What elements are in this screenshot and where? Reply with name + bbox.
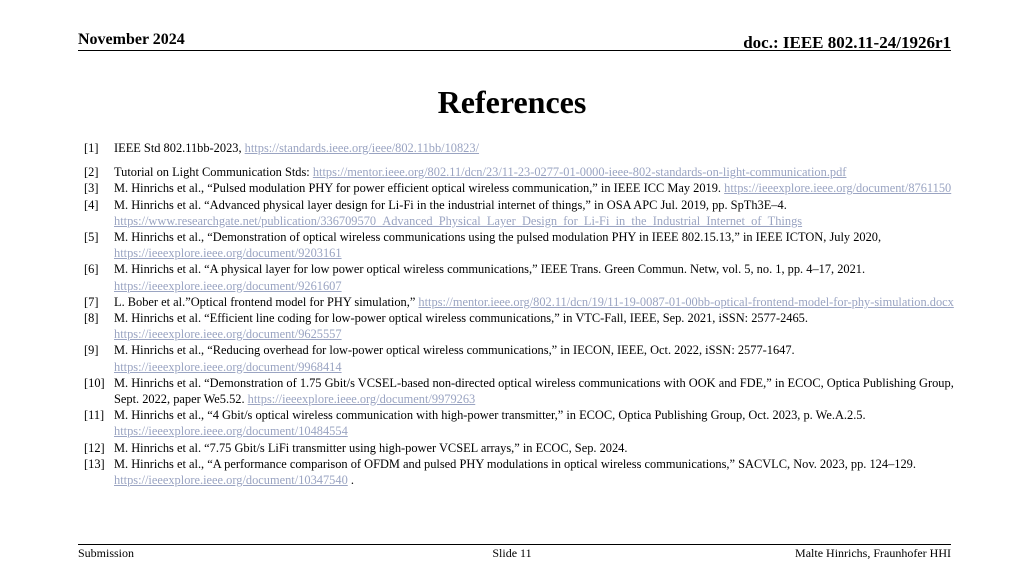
reference-item <box>84 375 974 407</box>
reference-item <box>84 180 974 196</box>
reference-number: [9] <box>84 343 99 358</box>
reference-text: L. Bober et al.”Optical frontend model for PHY simulation,” <box>114 294 419 309</box>
header-doc-id: doc.: IEEE 802.11-24/1926r1 <box>743 33 951 52</box>
reference-link[interactable]: https://mentor.ieee.org/802.11/dcn/23/11-23-0277-01-0000-ieee-802-standards-on-light-communication.pdf <box>312 165 847 180</box>
reference-item <box>84 310 974 342</box>
reference-item <box>84 197 974 229</box>
reference-item <box>84 261 974 293</box>
reference-number: [2] <box>84 165 99 180</box>
reference-number: [11] <box>84 408 105 423</box>
reference-tail: . <box>347 473 354 488</box>
reference-item <box>84 456 974 488</box>
header-divider <box>78 50 951 51</box>
footer-slide-number: Slide 11 <box>492 546 532 560</box>
footer-submission: Submission <box>78 546 135 560</box>
reference-text: M. Hinrichs et al. “Efficient line coding for low-power optical wireless communications,” in VTC-Fall, IEEE, Sep. 2021, iSSN: 2577-2465. <box>114 311 808 326</box>
reference-number: [8] <box>84 311 99 326</box>
reference-text: M. Hinrichs et al., “4 Gbit/s optical wireless communication with high-power transmitter,” in ECOC, Optica Publishing Group, Oct. 2023, p. We.A.2.5. <box>114 408 866 423</box>
reference-number: [6] <box>84 262 99 277</box>
reference-link[interactable]: https://ieeexplore.ieee.org/document/10484554 <box>114 424 348 439</box>
header-date: November 2024 <box>78 31 185 48</box>
reference-link[interactable]: https://ieeexplore.ieee.org/document/9203161 <box>114 246 342 261</box>
reference-text: M. Hinrichs et al. “Advanced physical layer design for Li-Fi in the industrial internet of things,” in OSA APC Jul. 2019, pp. SpTh3E–4. <box>114 197 787 212</box>
reference-item <box>84 164 974 180</box>
reference-text: M. Hinrichs et al. “7.75 Gbit/s LiFi transmitter using high-power VCSEL arrays,” in ECOC, Sep. 2024. <box>114 440 628 455</box>
reference-item <box>84 342 974 374</box>
footer-divider <box>78 544 951 545</box>
slide-title: References <box>437 84 587 120</box>
reference-number: [3] <box>84 181 99 196</box>
reference-link[interactable]: https://www.researchgate.net/publication/336709570_Advanced_Physical_Layer_Design_for_Li-Fi_in_the_Industrial_Internet_of_Things <box>114 213 803 228</box>
reference-item <box>84 229 974 261</box>
reference-text: M. Hinrichs et al., “Reducing overhead for low-power optical wireless communications,” in IECON, IEEE, Oct. 2022, iSSN: 2577-1647. <box>114 343 795 358</box>
reference-text: M. Hinrichs et al., “Pulsed modulation PHY for power efficient optical wireless communication,” in IEEE ICC May 2019. <box>114 181 725 196</box>
reference-number: [5] <box>84 230 99 245</box>
reference-text: M. Hinrichs et al., “Demonstration of optical wireless communications using the pulsed modulation PHY in IEEE 802.15.13,” in IEEE ICTON, July 2020, <box>114 230 882 245</box>
reference-item <box>84 294 974 310</box>
reference-link[interactable]: https://ieeexplore.ieee.org/document/9979263 <box>247 392 476 407</box>
reference-item <box>84 407 974 439</box>
reference-text: M. Hinrichs et al., “A performance comparison of OFDM and pulsed PHY modulations in optical wireless communications,” SACVLC, Nov. 2023, pp. 124–129. <box>114 456 916 471</box>
reference-number: [10] <box>84 375 105 390</box>
reference-link[interactable]: https://mentor.ieee.org/802.11/dcn/19/11-19-0087-01-00bb-optical-frontend-model-for-phy-simulation.docx <box>418 294 954 309</box>
reference-number: [1] <box>84 141 99 155</box>
reference-number: [13] <box>84 456 105 471</box>
footer-author: Malte Hinrichs, Fraunhofer HHI <box>795 546 951 560</box>
reference-number: [12] <box>84 440 105 455</box>
reference-item <box>84 140 974 156</box>
reference-link[interactable]: https://ieeexplore.ieee.org/document/9625557 <box>114 327 342 342</box>
reference-text: M. Hinrichs et al. “A physical layer for low power optical wireless communications,” IEEE Trans. Green Commun. Netw, vol. 5, no. 1, pp. 4–17, 2021. <box>114 262 866 277</box>
reference-number: [7] <box>84 294 99 309</box>
reference-link[interactable]: https://ieeexplore.ieee.org/document/8761150 <box>724 181 952 196</box>
reference-text: IEEE Std 802.11bb-2023, <box>114 141 245 155</box>
reference-number: [4] <box>84 197 99 212</box>
reference-link[interactable]: https://standards.ieee.org/ieee/802.11bb/10823/ <box>244 141 480 155</box>
reference-list <box>84 140 974 488</box>
reference-text: M. Hinrichs et al. “Demonstration of 1.75 Gbit/s VCSEL-based non-directed optical wireless communications with OOK and FDE,” in ECOC, Optica Publishing Group, Sept. 2022, paper We5.52. <box>114 375 954 407</box>
reference-text: Tutorial on Light Communication Stds: <box>114 165 313 180</box>
reference-link[interactable]: https://ieeexplore.ieee.org/document/10347540 <box>114 473 348 488</box>
reference-link[interactable]: https://ieeexplore.ieee.org/document/9261607 <box>114 278 342 293</box>
reference-link[interactable]: https://ieeexplore.ieee.org/document/9968414 <box>114 359 342 374</box>
reference-item <box>84 440 974 456</box>
